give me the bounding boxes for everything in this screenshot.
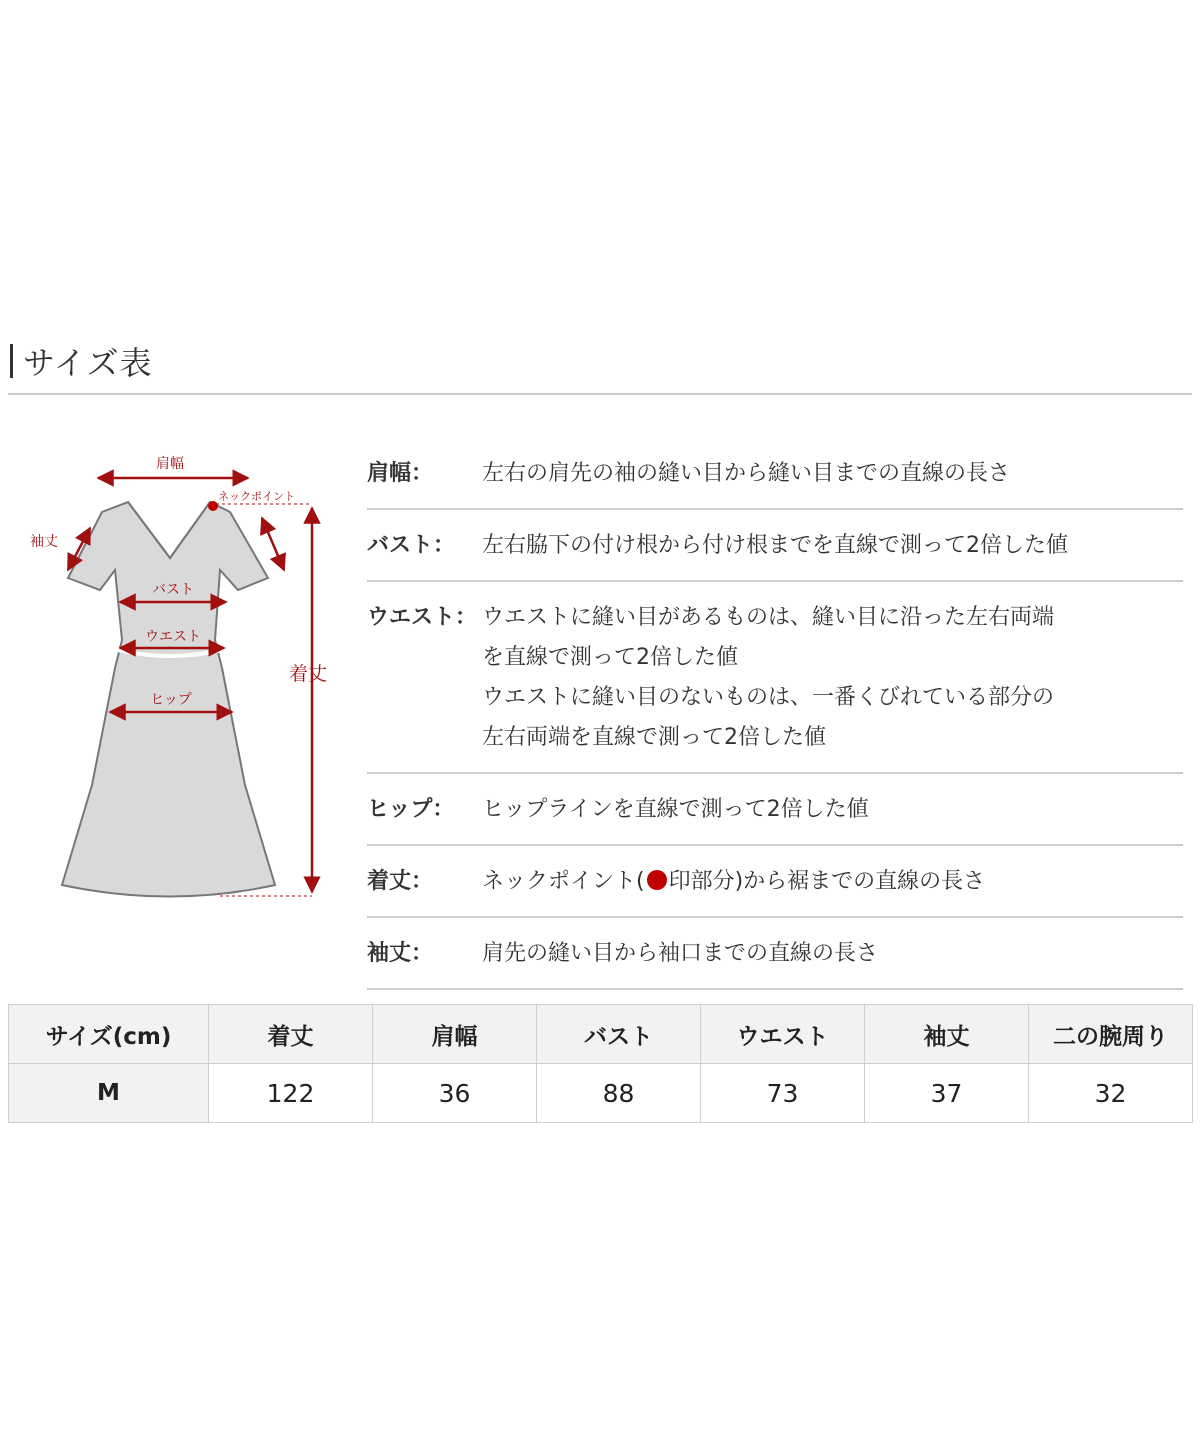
definition-text [482, 526, 1183, 566]
definition-line: ウエストに縫い目があるものは、縫い目に沿った左右両端 [482, 605, 1055, 630]
definition-term: 袖丈： [367, 941, 434, 966]
definition-row-waist [367, 582, 1183, 774]
measurement-definitions [367, 438, 1183, 990]
waist-label: ウエスト [145, 629, 201, 645]
table-header-cell: 肩幅 [373, 1005, 537, 1064]
table-row [9, 1064, 1193, 1123]
table-header-row [9, 1005, 1193, 1064]
sleeve-label: 袖丈 [30, 534, 58, 550]
definition-row-hip [367, 774, 1183, 846]
definition-term: 着丈： [367, 869, 434, 894]
hip-label: ヒップ [150, 692, 192, 708]
definition-line: ヒップラインを直線で測って2倍した値 [482, 797, 869, 822]
size-table [8, 1004, 1193, 1123]
table-cell: 32 [1029, 1064, 1193, 1123]
definition-text [482, 598, 1183, 758]
definition-text [482, 790, 1183, 830]
shoulder-label: 肩幅 [156, 456, 184, 472]
definition-text-after: 印部分)から裾までの直線の長さ [668, 869, 986, 894]
definition-row-length [367, 846, 1183, 918]
definition-term: ヒップ： [367, 797, 455, 822]
heading-bar [10, 344, 13, 378]
definition-line: 肩先の縫い目から袖口までの直線の長さ [482, 941, 879, 966]
bust-label: バスト [152, 582, 194, 598]
neck-point-dot [208, 501, 218, 511]
sleeve-arrow-right [262, 518, 284, 570]
neck-point-marker-icon [647, 870, 667, 890]
table-cell: 88 [537, 1064, 701, 1123]
definition-text [482, 454, 1183, 494]
length-label: 着丈 [289, 663, 328, 685]
table-cell: 73 [701, 1064, 865, 1123]
definition-line: 左右両端を直線で測って2倍した値 [482, 725, 826, 750]
definition-line: 左右脇下の付け根から付け根までを直線で測って2倍した値 [482, 533, 1068, 558]
dress-illustration [20, 440, 350, 920]
section-heading [10, 340, 152, 382]
table-header-cell: 二の腕周り [1029, 1005, 1193, 1064]
neck-point-label: ネックポイント [218, 490, 295, 503]
definition-row-bust [367, 510, 1183, 582]
definition-row-shoulder [367, 438, 1183, 510]
definition-line: 左右の肩先の袖の縫い目から縫い目までの直線の長さ [482, 461, 1011, 486]
table-header-cell: 袖丈 [865, 1005, 1029, 1064]
definition-term: バスト： [367, 533, 456, 558]
section-title: サイズ表 [23, 344, 153, 382]
definition-text [482, 934, 1183, 974]
table-cell: 36 [373, 1064, 537, 1123]
table-header-cell: ウエスト [701, 1005, 865, 1064]
definition-term: 肩幅： [367, 461, 434, 486]
definition-text [482, 862, 1183, 902]
definition-text-before: ネックポイント( [482, 869, 645, 894]
definition-line: ウエストに縫い目のないものは、一番くびれている部分の [482, 685, 1055, 710]
definition-line: を直線で測って2倍した値 [482, 645, 738, 670]
table-cell: 122 [209, 1064, 373, 1123]
table-row-header: M [9, 1064, 209, 1123]
definition-row-sleeve [367, 918, 1183, 990]
table-header-cell: サイズ(cm) [9, 1005, 209, 1064]
table-cell: 37 [865, 1064, 1029, 1123]
definition-term: ウエスト： [367, 605, 478, 630]
heading-divider [8, 393, 1192, 395]
garment-diagram [20, 440, 350, 920]
table-header-cell: 着丈 [209, 1005, 373, 1064]
table-header-cell: バスト [537, 1005, 701, 1064]
